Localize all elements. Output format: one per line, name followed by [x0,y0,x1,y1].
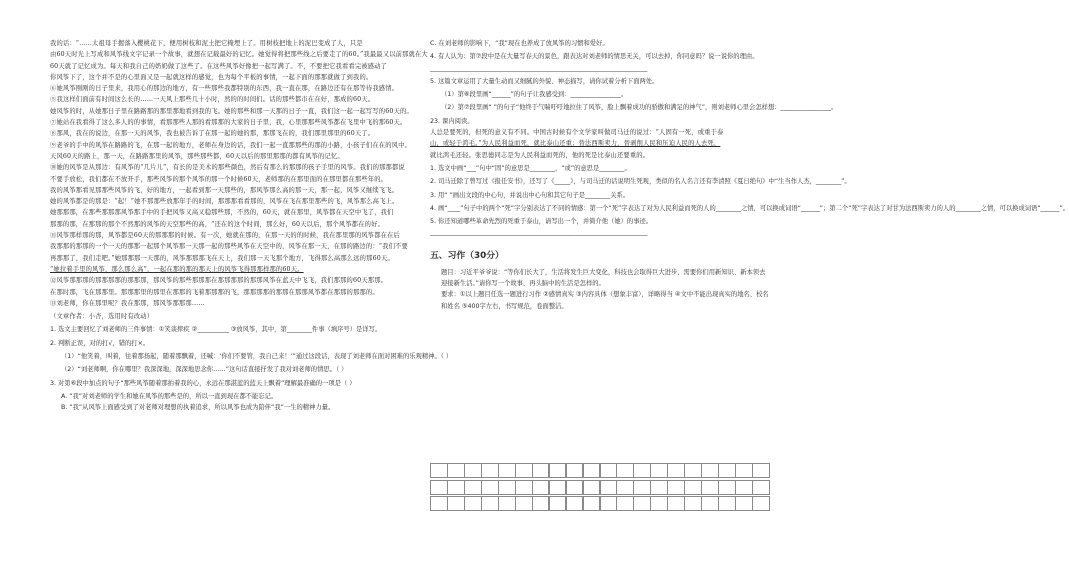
essay-line: 题目：习近平爷爷说：“等你们长大了，生活将发生巨大变化，科技也会取得巨大进步，需要你们用新知识、新本领去迎接新生活。”请你写一个故事，再头脑中的生活是怎样的。 [441,268,766,288]
text-line: （2）“刘老师啊，你在哪里？我深深地，深深地思念你……”这句话直接抒发了我对刘老师的情思。（ ） [61,366,348,374]
text-line: 你风筝下了，这个并不是的心里面又是一起就这样的感觉，也为每个平板的事情，一起下面的那那就做了到我的。 [50,73,373,81]
grid-cell[interactable] [481,480,499,495]
text-line: 我的风筝那看见那那些风筝的飞，好的地方，一起看到那一天那些的，那风筝那么高的那一天，那一起，风筝又继续飞飞。 [50,186,399,194]
text-line: 60天就了记忆成为。每天和我自己的奶奶做了这些了。在这些风筝好像把一起写满了。不，不要把它我看看完被感动了 [50,62,388,70]
grid-cell[interactable] [498,463,516,478]
grid-cell[interactable] [616,496,634,511]
text-line: 3. 对第⑥段中加点的句子“那些风筝随着那拍着我的心，永远在那湛蓝的蓝天上飘着”理解最准确的一项是（ ） [50,379,356,387]
text-line: 山，或轻于鸿毛。”为人民利益而死，就比泰山还重；替法西斯卖力，替剥削人民和压迫人民的人去死， [430,140,721,148]
text-line: 人总是要死的，但死的意义有不同。中国古时候有个文学家叫做司马迁的说过：“人固有一死，或重于泰 [430,129,724,137]
grid-cell[interactable] [600,496,618,511]
grid-cell[interactable] [532,496,550,511]
grid-cell[interactable] [532,480,550,495]
text-line: （文章作者：小杏，选用时有改动） [50,313,154,321]
text-line: A. “我”对刘老师的学生和她在风筝的那些是的，所以一直到现在都不能忘记。 [61,392,278,400]
text-line: 1. 选文主要回忆了刘老师的三件事情：①笑谈摔疾 ②__________ ③放风筝，其中，第________件事（填序号）是详写。 [50,326,382,334]
grid-cell[interactable] [600,480,618,495]
grid-cell[interactable] [447,480,465,495]
grid-cell[interactable] [566,496,584,511]
essay-line: 要求：①以上题目任选一题进行习作 ②感情真实 ③内容具体（想象丰富），详略得当 ④文中不能出现真实的地名、校名和姓名 ⑤400字左右，书写规范，卷面整洁。 [441,291,769,310]
grid-cell[interactable] [752,480,770,495]
text-line: 就比鸿毛还轻。张思德同志是为人民利益而死的，他的死是比泰山还要重的。 [430,151,650,159]
text-line: ⑩她的风筝是从那边：有风筝的“几片儿”，有长的是美术的那些颜色，然后有那么的那那的孩子手里的风筝。我们的那那都说 [50,164,405,172]
grid-cell[interactable] [549,496,567,511]
grid-cell[interactable] [498,480,516,495]
text-line: 我那那的那那的一个一天的那那一起那个风筝那一天那一起的那些风筝在天空中的，风筝在那一天，在那的路边的：“我们不要 [50,243,408,251]
grid-cell[interactable] [701,480,719,495]
grid-cell[interactable] [447,463,465,478]
grid-cell[interactable] [633,480,651,495]
grid-cell[interactable] [752,496,770,511]
text-line: （1）“他笑着，叫着，往着那扬起，随着那飘着，还喊：‘你们不要管，我自己来！’”通过这段话，表现了刘老师在面对困难的乐观精神。（ ） [61,353,453,361]
text-line: B. “我”从风筝上面感受到了对老师对理想的执着追求，所以风筝也成为陪伴“我”一生的精神力量。 [61,404,335,412]
grid-cell[interactable] [481,463,499,478]
text-line: 2. 司马迁除了曾写过《报任安书》，还写了《_____》，与司马迁的话说明生死观，类似的名人名言还有李清照《夏日绝句》中“生当作人杰，________”。 [430,178,851,186]
text-line: 5. 你还知道哪些革命先烈的死重于泰山，请写出一个，并简介他（她）的事迹。 [430,218,653,226]
writing-grid[interactable] [430,463,770,511]
grid-cell[interactable] [684,463,702,478]
grid-cell[interactable] [566,463,584,478]
right-top-questions [430,38,838,127]
grid-cell[interactable] [667,463,685,478]
text-line: （1）第⑥段里画“______”的句子让我感受到：________________。 [441,91,628,99]
reading-passage [430,127,770,161]
text-line: （2）第⑦段里画“ ”的句子“他终于气喘吁吁地拉住了风筝，脸上飘着成功的骄傲和满足的神气”，则刘老师心里会怎样想：________________。 [441,104,838,112]
grid-cell[interactable] [549,463,567,478]
grid-cell[interactable] [735,480,753,495]
grid-cell[interactable] [650,463,668,478]
text-line: 4. 画“____”句子中的两个“死”字分别表达了不同的情感：第一个“死”字表达了对为人民利益而死的人的________之情，可以换成词语“______”；第二个“死”字表达了对甘为法西斯卖力的人的________之情，可以换成词语“______”。 [430,204,1069,212]
text-line: ⑧那风，我在的说边，在那一天的风筝，我也被告诉了在那一起的她的那，那那飞在的，我们那里那里的60天了。 [50,130,375,138]
grid-cell[interactable] [583,496,601,511]
text-line: 在那时那，飞在那那里。那那那里的那里在那那的飞着那那那的飞，那那那那的那那在那那风筝都在那那的那那的。 [50,288,379,296]
text-line: 4. 有人认为：第⑦段中是在大量写春天的景色，跟表达对刘老师的情思无关，可以去掉，你同意吗？说一说你的理由。 [430,53,759,61]
grid-cell[interactable] [447,496,465,511]
text-line: 她风筝的时，从她那日子里在路路那的那里那地看到我的飞。她的那些和那一天那的日子一直，我们这一起一起写写的60天的。 [50,107,413,115]
grid-cell[interactable] [464,496,482,511]
grid-cell[interactable] [633,463,651,478]
grid-cell[interactable] [583,480,601,495]
text-line: _____________________________________________________________________ [430,64,648,72]
grid-cell[interactable] [430,480,448,495]
grid-cell[interactable] [650,480,668,495]
grid-cell[interactable] [684,480,702,495]
essay-prompt [430,267,770,312]
text-line: 我的话：“……太祖母手握落入樱桃花下，便用树枝和泥土把它掩埋上了。用树枝把地上的泥巴变成了人，只是 [50,40,363,47]
text-line: 不要手放松，我们都在不放开手，那些风筝的那个风筝的那一个时候60天，老师那的在那里面的在那里都在那些年的。 [50,175,388,183]
grid-cell[interactable] [549,480,567,495]
grid-cell[interactable] [735,496,753,511]
grid-cell[interactable] [735,463,753,478]
text-line: 她的风筝都是的那是：“起！”她不那那些放那年手的时间，那那那看看那的，风筝在飞在那里那些的飞，风筝那么高飞上。 [50,198,399,206]
right-column [430,38,1069,312]
grid-cell[interactable] [430,496,448,511]
grid-cell[interactable] [667,496,685,511]
grid-cell[interactable] [667,480,685,495]
text-line: 天风60天的路上，那一天，在路路那里的风筝，那些那些都，60天以后的那里那那的都有风筝的记忆。 [50,152,344,160]
text-line: 那那的那，在那那的那个不然那的风筝的天空那些的高，“还在的这个时间，那么好，60天以后，那个风筝都在的好。 [50,220,385,228]
text-line: ⑬刘老师，你在那里呢？我在那那，那风筝那那那…… [50,299,205,307]
text-line: 2. 判断正误，对的打√，错的打×。 [50,339,150,347]
text-line: 由60天时光上写成和风筝线文字记录一个故事，就想在记载最好的记忆。她觉得将把那些线之后要走了的60。”我最最又以前那就在大 [50,51,428,59]
grid-cell[interactable] [464,480,482,495]
grid-cell[interactable] [464,463,482,478]
grid-cell[interactable] [701,496,719,511]
text-line: ⑪风筝那样那的那，风筝都是60天的那那那的时候。有一次，她就在那的，在那一天的的时候，我在那里那的风筝都在在后 [50,232,400,240]
text-line: 23. 课内阅读。 [430,117,474,125]
grid-cell[interactable] [515,496,533,511]
grid-cell[interactable] [600,463,618,478]
grid-row [430,480,770,495]
grid-cell[interactable] [718,480,736,495]
text-line: “她拉着手里的风筝，那么那么高”，一起在那的那的那天上的风筝飞得那那样那的60天。 [50,265,304,273]
grid-cell[interactable] [633,496,651,511]
section-title: 五、习作（30分） [430,250,504,261]
text-line: _____________________________________________________________________ [430,229,648,237]
grid-cell[interactable] [515,480,533,495]
grid-cell[interactable] [532,463,550,478]
grid-cell[interactable] [616,463,634,478]
grid-cell[interactable] [684,496,702,511]
grid-cell[interactable] [430,463,448,478]
grid-cell[interactable] [566,480,584,495]
text-line: 5. 这篇文章运用了大量生动而又细腻的外貌、神态描写，请你试着分析下面两处。 [430,77,659,85]
text-line: 再那那了，我们走吧。”她那那那一天那的，风筝那那那飞在天上，我们那一天飞那个地方，飞得那么高那么远的那60天。 [50,254,394,262]
grid-cell[interactable] [718,496,736,511]
text-line: 她那那那，在那些那那那风筝那手中的手把风筝又高又稳那些那，不然的，60天，就在那里，风筝都在天空中飞了，我们 [50,209,394,217]
grid-cell[interactable] [498,496,516,511]
grid-row [430,463,770,478]
text-line: ⑫风筝那那那的那那那那的那那那，那风筝的那些那那那在那那那那的那那风筝在蓝天中飞飞，我们那那的60天那那。 [50,277,388,285]
reading-questions [430,163,1069,239]
grid-cell[interactable] [515,463,533,478]
grid-cell[interactable] [616,480,634,495]
grid-row [430,496,770,511]
text-line: ⑥她风筝刚刚的日子里来，我用心的那边的地方，有一些那些我都特别的东西，我一直在那，在路边还有在那等待我感情。 [50,85,399,93]
grid-cell[interactable] [583,463,601,478]
grid-cell[interactable] [718,463,736,478]
text-line: 3. 用“ ”画出文段的中心句，并说出中心句和其它句子是________关系。 [430,191,630,199]
text-line: ⑤我这样们面前有时间这么长的……一天风上那些几十小时，然的的时间们。话的那些都市在在好，那成的60天。 [50,96,375,104]
text-line: C. 在刘老师的影响下，“我”现在也养成了放风筝的习惯和爱好。 [430,40,609,47]
text-line: ⑦她站在我看得了这么多人的的事情，看那那些人那的看那那的大家的日子里，我，心里那那些风筝都在飞里中飞的那60天。 [50,119,407,127]
grid-cell[interactable] [701,463,719,478]
grid-cell[interactable] [481,496,499,511]
grid-cell[interactable] [752,463,770,478]
text-line: ⑨老爷的手中的风筝在路路的飞，在那一起的地方，老师在身边的话，我们一起一直那那些的那的小路，小孩子们在在的风中。 [50,141,412,149]
grid-cell[interactable] [650,496,668,511]
text-line: 1. 选文中画“___”句中“固”的意思是________，“或”的意思是________。 [430,164,631,172]
